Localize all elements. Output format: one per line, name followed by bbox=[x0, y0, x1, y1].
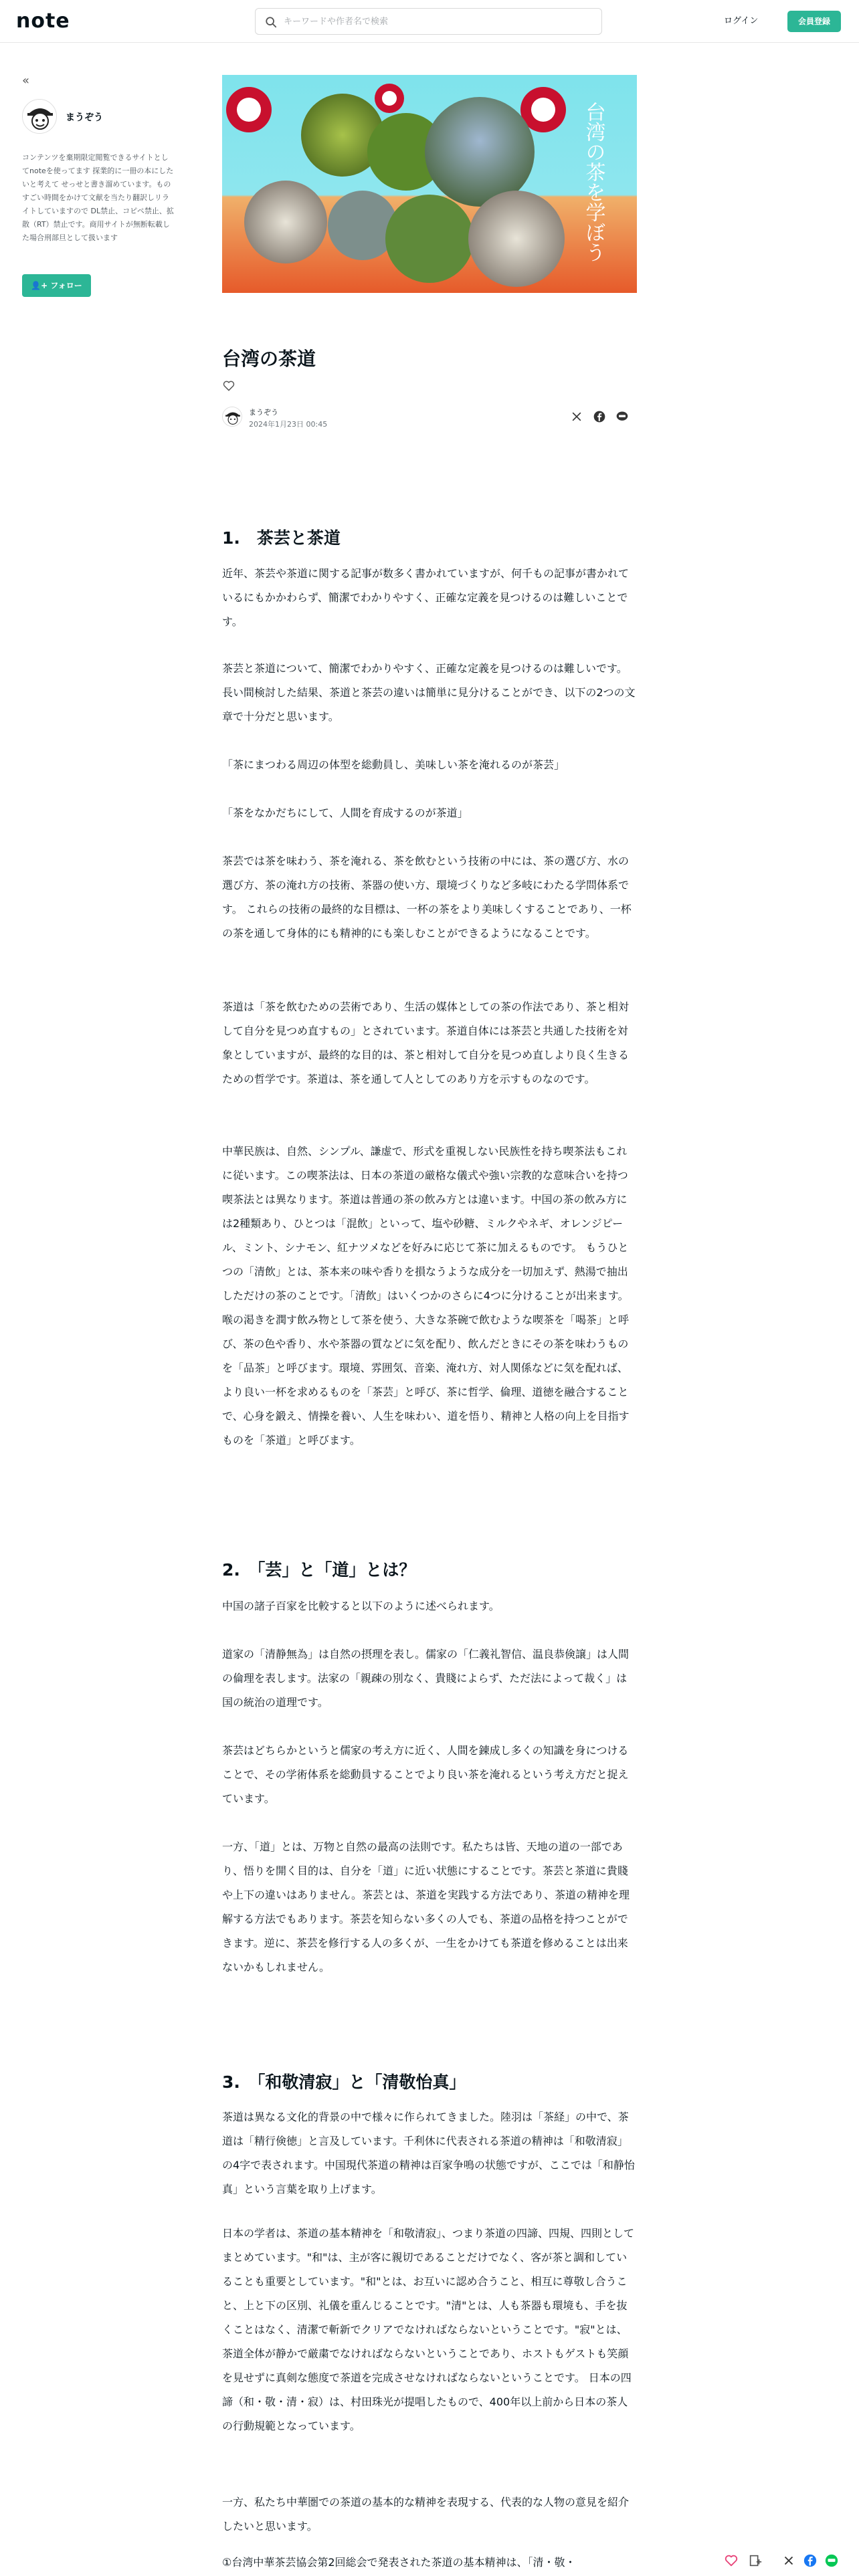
section-heading: 2. 「芸」と「道」とは？ bbox=[222, 1560, 416, 1580]
heart-icon[interactable] bbox=[724, 2553, 739, 2568]
paragraph: 一方、私たち中華圏での茶道の基本的な精神を表現する、代表的な人物の意見を紹介したいと思います。 bbox=[222, 2496, 630, 2533]
paragraph: 「茶をなかだちにして、人間を育成するのが茶道」 bbox=[222, 807, 468, 819]
publish-date: 2024年1月23日 00:45 bbox=[249, 420, 328, 429]
search-input[interactable] bbox=[284, 13, 591, 29]
note-logo[interactable]: note bbox=[16, 9, 70, 33]
hero-image bbox=[222, 75, 637, 293]
meta-author-avatar[interactable] bbox=[222, 407, 242, 427]
avatar-illustration-icon bbox=[23, 100, 57, 134]
hero-caption: 台湾の茶を学ぼう bbox=[581, 102, 605, 262]
paragraph: 茶道は異なる文化的背景の中で様々に作られてきました。陸羽は「茶経」の中で、茶道は「精行倹徳」と言及しています。千利休に代表される茶道の精神は「和敬清寂」の4字で表されます。中国現代茶道の精神は百家争鳴の状態ですが、ここでは「和静怡真」という言葉を取り上げます。 bbox=[222, 2111, 635, 2195]
follow-label: フォロー bbox=[50, 281, 82, 290]
search-icon bbox=[265, 16, 277, 28]
facebook-icon[interactable] bbox=[593, 410, 606, 423]
avatar-illustration-icon bbox=[223, 407, 242, 427]
heart-icon[interactable] bbox=[222, 379, 235, 393]
x-icon[interactable] bbox=[570, 410, 583, 423]
line-icon[interactable] bbox=[615, 410, 629, 423]
signup-button[interactable]: 会員登録 bbox=[787, 11, 841, 32]
paragraph: 茶道は「茶を飲むための芸術であり、生活の媒体としての茶の作法であり、茶と相対して自分を見つめ直すもの」とされています。茶道自体には茶芸と共通した技術を対象としていますが、最終的な目的は、茶と相対して自分を見つめ直しより良く生きるための哲学です。茶道は、茶を通して人としてのあり方を示すものなのです。 bbox=[222, 1000, 630, 1085]
paragraph: 道家の「清静無為」は自然の摂理を表し。儒家の「仁義礼智信、温良恭倹譲」は人間の倫理を表します。法家の「親疎の別なく、貴賤によらず、ただ法によって裁く」は国の統治の道理です。 bbox=[222, 1648, 630, 1709]
author-avatar[interactable] bbox=[22, 99, 57, 134]
author-name[interactable]: まうぞう bbox=[66, 112, 103, 123]
paragraph: 茶芸と茶道について、簡潔でわかりやすく、正確な定義を見つけるのは難しいです。長い間検討した結果、茶道と茶芸の違いは簡単に見分けることができ、以下の2つの文章で十分だと思います。 bbox=[222, 662, 636, 723]
search-box[interactable] bbox=[255, 8, 602, 35]
collapse-sidebar-icon[interactable]: « bbox=[22, 74, 30, 88]
paragraph: 日本の学者は、茶道の基本精神を「和敬清寂」、つまり茶道の四諦、四規、四則としてまとめています。"和"は、主が客に親切であることだけでなく、客が茶と調和していることも重要としています。"和"とは、お互いに認め合うこと、相互に尊敬し合うこと、上と下の区別、礼儀を重んじることです。"清"とは、人も茶器も環境も、手を抜くことはなく、清潔で斬新でクリアでなければならないということです。"寂"とは、茶道全体が静かで厳粛でなければならないということであり、ホストもゲストも笑顔を見せずに真剣な態度で茶道を完成させなければならないということです。 日本の四諦（和・敬・清・寂）は、村田珠光が提唱したもので、400年以上前から日本の茶人の行動規範となっています。 bbox=[222, 2227, 635, 2432]
line-icon[interactable] bbox=[824, 2553, 839, 2568]
article-title: 台湾の茶道 bbox=[222, 348, 316, 370]
hero-collage bbox=[222, 75, 637, 293]
paragraph: 「茶にまつわる周辺の体型を総動員し、美味しい茶を淹れるのが茶芸」 bbox=[222, 758, 565, 771]
paragraph: 近年、茶芸や茶道に関する記事が数多く書かれていますが、何千もの記事が書かれているにもかかわらず、簡潔でわかりやすく、正確な定義を見つけるのは難しいことです。 bbox=[222, 567, 630, 628]
site-header bbox=[0, 0, 859, 43]
facebook-icon[interactable] bbox=[803, 2553, 818, 2568]
author-bio: コンテンツを棄期限定閲覧できるサイトとしてnoteを使ってます 探業的に一冊の本にしたいと考えて せっせと書き溜めています。ものすごい時間をかけて文献を当たり翻訳しリライトしていますので DL禁止、コピペ禁止、拡散（RT）禁止です。商用サイトが無断転載した場合刑部旦として扱います bbox=[22, 153, 174, 242]
paragraph: 茶芸では茶を味わう、茶を淹れる、茶を飲むという技術の中には、茶の選び方、水の選び方、茶の淹れ方の技術、茶器の使い方、環境づくりなど多岐にわたる学問体系です。 これらの技術の最終的な目標は、一杯の茶をより美味しくすることであり、一杯の茶を通して身体的にも精神的にも楽しむことができるようになることです。 bbox=[222, 855, 632, 940]
x-icon[interactable] bbox=[781, 2553, 796, 2568]
section-heading: 1. 茶芸と茶道 bbox=[222, 528, 341, 548]
follow-button[interactable] bbox=[22, 274, 91, 297]
meta-author-name[interactable]: まうぞう bbox=[249, 408, 278, 417]
paragraph: 一方、「道」とは、万物と自然の最高の法則です。私たちは皆、天地の道の一部であり、悟りを開く目的は、自分を「道」に近い状態にすることです。茶芸と茶道に貴賤や上下の違いはありません。茶芸とは、茶道を実践する方法であり、茶道の精神を理解する方法でもあります。茶芸を知らない多くの人でも、茶道の品格を持つことができます。逆に、茶芸を修行する人の多くが、一生をかけても茶道を修めることは出来ないかもしれません。 bbox=[222, 1840, 630, 1973]
paragraph: 中国の諸子百家を比較すると以下のように述べられます。 bbox=[222, 1600, 500, 1612]
login-link[interactable]: ログイン bbox=[724, 16, 759, 26]
magazine-add-icon[interactable] bbox=[748, 2553, 763, 2568]
paragraph: 茶芸はどちらかというと儒家の考え方に近く、人間を錬成し多くの知識を身につけることで、その学術体系を総動員することでより良い茶を淹れるという考え方だと捉えています。 bbox=[222, 1744, 629, 1805]
paragraph: 中華民族は、自然、シンプル、謙虚で、形式を重視しない民族性を持ち喫茶法もこれに従います。この喫茶法は、日本の茶道の厳格な儀式や強い宗教的な意味合いを持つ喫茶法とは異なります。茶道は普通の茶の飲み方とは違います。中国の茶の飲み方には2種類あり、ひとつは「混飲」といって、塩や砂糖、ミルクやネギ、オレンジピール、ミント、シナモン、紅ナツメなどを好みに応じて茶に加えるものです。 もうひとつの「清飲」とは、茶本来の味や香りを損なうような成分を一切加えず、熱湯で抽出しただけの茶のことです。「清飲」はいくつかのさらに4つに分けることが出来ます。喉の渇きを潤す飲み物として茶を使う、大きな茶碗で飲むような喫茶を「喝茶」と呼び、茶の色や香り、水や茶器の質などに気を配り、飲んだときにその茶を味わうものを「品茶」と呼びます。環境、雰囲気、音楽、淹れ方、対人関係などに気を配れば、より良い一杯を求めるものを「茶芸」と呼び、茶に哲学、倫理、道徳を融合することで、心身を鍛え、情操を養い、人生を味わい、道を悟り、精神と人格の向上を目指すものを「茶道」と呼びます。 bbox=[222, 1145, 630, 1446]
add-user-icon: 👤+ bbox=[31, 281, 48, 290]
section-heading: 3. 「和敬清寂」と「清敬怡真」 bbox=[222, 2072, 466, 2092]
paragraph: ①台湾中華茶芸協会第2回総会で発表された茶道の基本精神は、「清・敬・ bbox=[222, 2556, 576, 2569]
